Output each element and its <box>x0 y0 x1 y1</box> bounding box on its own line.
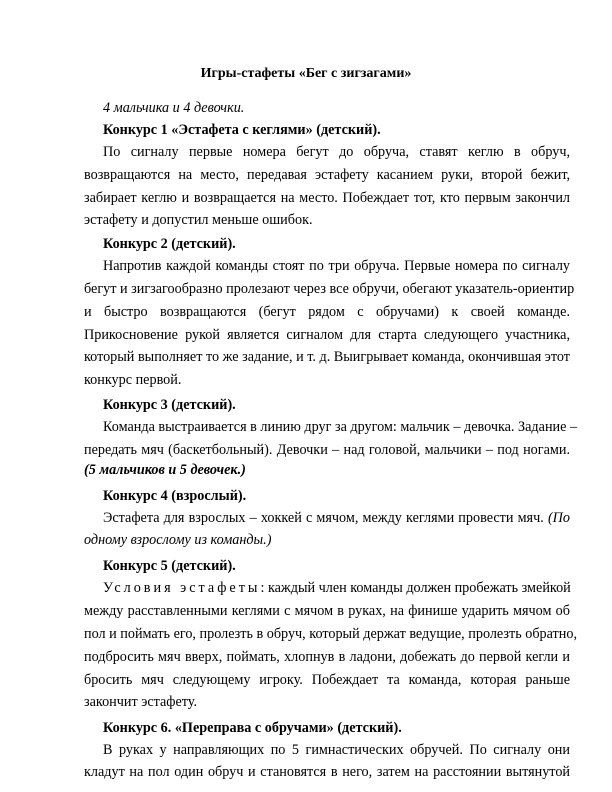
contest4-heading: Конкурс 4 (взрослый). <box>103 488 247 504</box>
contest1-heading: Конкурс 1 «Эстафета с кеглями» (детский). <box>103 122 381 138</box>
contest5-line: пол и поймать его, пролезть в обруч, который держат ведущие, пролезть обратно, <box>84 626 577 642</box>
contest1-line: забирает кеглю и возвращается на место. Побеждает тот, кто первым закончил <box>84 190 570 206</box>
document-title: Игры-стафеты «Бег с зигзагами» <box>200 66 412 81</box>
contest6-line: В руках у направляющих по 5 гимнастических обручей. По сигналу они <box>103 742 570 758</box>
contest5-line-rest: : каждый член команды должен пробежать змейкой <box>260 580 571 596</box>
contest5-line: между расставленными кеглями с мячом в руках, на финише ударить мячом об <box>84 603 570 619</box>
contest2-line: Прикосновение рукой является сигналом для старта следующего участника, <box>84 327 570 343</box>
contest1-line: возвращаются на место, передавая эстафету касанием руки, второй бежит, <box>84 167 570 183</box>
contest4-note-end: одному взрослому из команды.) <box>84 532 272 548</box>
contest6-heading: Конкурс 6. «Переправа с обручами» (детский). <box>103 720 402 736</box>
contest5-line <box>103 578 570 598</box>
contest3-line: Команда выстраивается в линию друг за другом: мальчик – девочка. Задание – <box>103 419 578 435</box>
contest2-line: конкурс первой. <box>84 372 182 388</box>
contest4-text: Эстафета для взрослых – хоккей с мячом, между кеглями провести мяч. <box>103 510 544 526</box>
contest5-line: бросить мяч следующему игроку. Побеждает та команда, которая раньше <box>84 672 570 688</box>
contest1-line: По сигналу первые номера бегут до обруча, ставят кеглю в обруч, <box>103 144 570 160</box>
contest2-heading: Конкурс 2 (детский). <box>103 236 236 252</box>
contest5-line: закончит эстафету. <box>84 694 198 710</box>
contest2-line: бегут и зигзагообразно пролезают через все обручи, обегают указатель-ориентир <box>84 281 575 297</box>
contest1-line: эстафету и допустил меньше ошибок. <box>84 212 313 228</box>
contest2-line: который выполняет то же задание, и т. д. Выигрывает команда, окончившая этот <box>84 349 570 365</box>
contest3-note: (5 мальчиков и 5 девочек.) <box>84 462 246 478</box>
contest5-line: подбросить мяч вверх, поймать, хлопнув в ладони, добежать до первой кегли и <box>84 649 570 665</box>
contest5-heading: Конкурс 5 (детский). <box>103 558 236 574</box>
contest3-heading: Конкурс 3 (детский). <box>103 397 236 413</box>
contest2-line: и быстро возвращаются (бегут рядом с обручами) к своей команде. <box>84 304 570 320</box>
contest4-note-start: (По <box>547 510 571 526</box>
contest2-line: Напротив каждой команды стоят по три обруча. Первые номера по сигналу <box>103 258 570 274</box>
contest3-line: передать мяч (баскетбольный). Девочки – над головой, мальчики – под ногами. <box>84 442 570 458</box>
participants-note: 4 мальчика и 4 девочки. <box>103 100 245 116</box>
contest6-line: кладут на пол один обруч и становятся в него, затем на расстоянии вытянутой <box>84 764 570 780</box>
contest4-line <box>103 508 570 528</box>
conditions-label: Условия эстафеты <box>103 580 261 596</box>
